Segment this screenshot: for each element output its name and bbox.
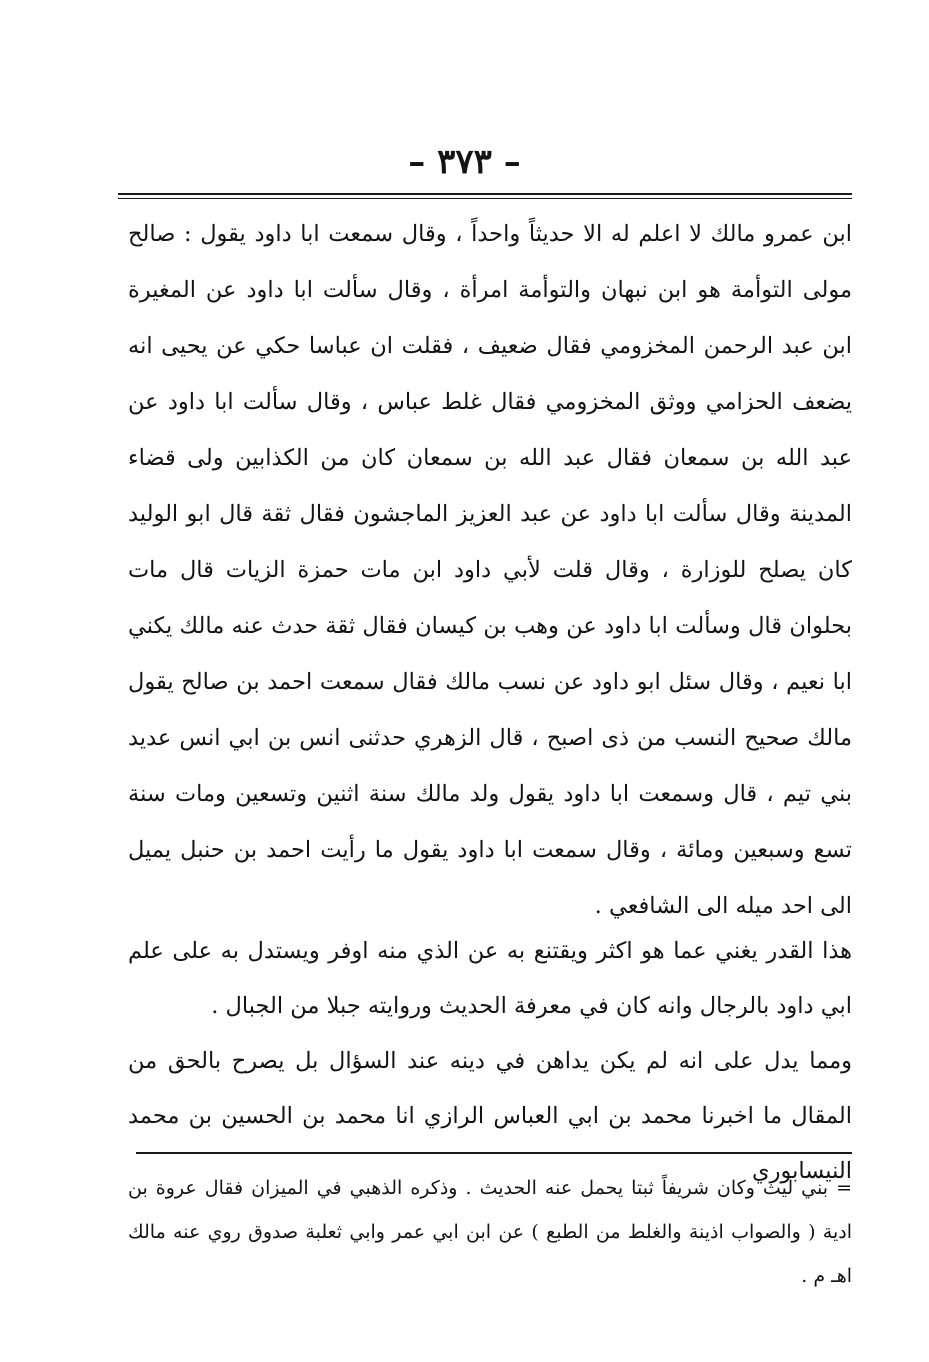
footnote-block (128, 1166, 852, 1316)
second-text-block (128, 924, 852, 1184)
main-paragraph: ابن عمرو مالك لا اعلم له الا حديثاً واحداً ، وقال سمعت ابا داود يقول : صالح مولى التوأمة هو ابن نبهان والتوأمة امرأة ، وقال سألت ابا داود عن المغيرة ابن عبد الرحمن المخزومي فقال ضعيف ، فقلت ان عباسا حكي عن يحيى انه يضعف الحزامي ووثق المخزومي فقال غلط عباس ، وقال سألت ابا داود عن عبد الله بن سمعان فقال عبد الله بن سمعان كان من الكذابين ولى قضاء المدينة وقال سألت ابا داود عن عبد العزيز الماجشون فقال ثقة قال ابو الوليد كان يصلح للوزارة ، وقال قلت لأبي داود ابن مات حمزة الزيات قال مات بحلوان قال وسألت ابا داود عن وهب بن كيسان فقال ثقة حدث عنه مالك يكني ابا نعيم ، وقال سئل ابو داود عن نسب مالك فقال سمعت احمد بن صالح يقول مالك صحيح النسب من ذى اصبح ، قال الزهري حدثنى انس بن ابي انس عديد بني تيم ، قال وسمعت ابا داود يقول ولد مالك سنة اثنين وتسعين ومات سنة تسع وسبعين ومائة ، وقال سمعت ابا داود يقول ما رأيت احمد بن حنبل يميل الى احد ميله الى الشافعي . (128, 221, 852, 919)
header-rule (118, 193, 852, 195)
header-rule-thin (118, 198, 852, 199)
main-text-block (128, 206, 852, 919)
page-number: – ٣٧٣ – (408, 142, 521, 182)
paragraph-three: ومما يدل على انه لم يكن يداهن في دينه عند السؤال بل يصرح بالحق من المقال ما اخبرنا محمد بن ابي العباس الرازي انا محمد بن الحسين بن محمد النيسابوري (128, 1048, 852, 1184)
footnote-text: = بني ليث وكان شريفاً ثبتا يحمل عنه الحديث . وذكره الذهبي في الميزان فقال عروة بن ادية ( والصواب اذينة والغلط من الطبع ) عن ابن ابي عمر وابي ثعلبة صدوق روي عنه مالك اهـ م . (128, 1177, 852, 1287)
footnote-rule (136, 1152, 852, 1154)
paragraph-two: هذا القدر يغني عما هو اكثر ويقتنع به عن الذي منه اوفر ويستدل به على علم ابي داود بالرجال وانه كان في معرفة الحديث وروايته جبلا من الجبال . (128, 938, 852, 1019)
